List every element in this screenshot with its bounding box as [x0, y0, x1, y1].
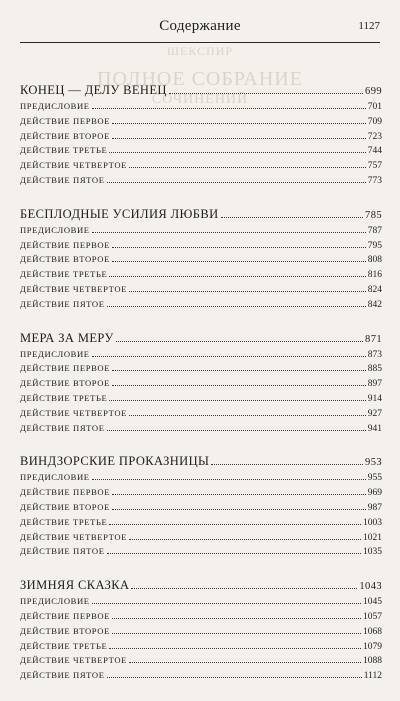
- running-head: [20, 18, 380, 40]
- toc-subentry-label: ДЕЙСТВИЕ ПЯТОЕ: [20, 422, 105, 433]
- toc-subentry-label: ДЕЙСТВИЕ ТРЕТЬЕ: [20, 145, 108, 156]
- leader-dots: [92, 108, 366, 109]
- toc-section: [20, 82, 382, 189]
- leader-dots: [109, 276, 365, 277]
- toc-page-number: 1112: [363, 671, 382, 682]
- toc-page-number: 1045: [363, 597, 382, 608]
- toc-page-number: 744: [367, 146, 382, 157]
- toc-entry-title-row[interactable]: [20, 330, 382, 348]
- toc-page-number: 1003: [363, 517, 382, 528]
- bleed-through-text: ПОЛНОЕ СОБРАНИЕ: [97, 68, 303, 90]
- toc-subentry-label: ДЕЙСТВИЕ ПЕРВОЕ: [20, 363, 111, 374]
- toc-page-number: 927: [367, 408, 382, 419]
- toc-subentry-row[interactable]: [20, 407, 382, 422]
- toc-subentry-label: ДЕЙСТВИЕ ЧЕТВЕРТОЕ: [20, 160, 127, 171]
- toc-subentry-label: ДЕЙСТВИЕ ВТОРОЕ: [20, 378, 110, 389]
- toc-subentry-row[interactable]: [20, 100, 382, 115]
- toc-page-number: 955: [367, 473, 382, 484]
- toc-page-number: 987: [367, 502, 382, 513]
- leader-dots: [107, 553, 361, 554]
- leader-dots: [211, 464, 363, 465]
- toc-subentry-row[interactable]: [20, 422, 382, 437]
- toc-page-number: 701: [367, 102, 382, 112]
- toc-page-number: 885: [367, 364, 382, 375]
- toc-subentry-row[interactable]: [20, 669, 382, 684]
- toc-page-number: 842: [367, 299, 382, 310]
- leader-dots: [129, 167, 366, 168]
- toc-subentry-row[interactable]: [20, 392, 382, 407]
- leader-dots: [109, 152, 365, 153]
- toc-page-number: 1057: [363, 611, 382, 622]
- toc-subentry-label: ДЕЙСТВИЕ ТРЕТЬЕ: [20, 516, 108, 527]
- toc-subentry-label: ДЕЙСТВИЕ ЧЕТВЕРТОЕ: [20, 407, 127, 418]
- toc-subentry-row[interactable]: [20, 283, 382, 298]
- toc-subentry-label: ДЕЙСТВИЕ ЧЕТВЕРТОЕ: [20, 655, 127, 666]
- toc-entry-title-row[interactable]: [20, 82, 382, 100]
- toc-page-number: 897: [367, 379, 382, 390]
- leader-dots: [112, 247, 366, 248]
- toc-subentry-row[interactable]: [20, 377, 382, 392]
- toc-subentry-label: ДЕЙСТВИЕ ПЕРВОЕ: [20, 610, 111, 621]
- leader-dots: [112, 261, 366, 262]
- toc-subentry-label: ПРЕДИСЛОВИЕ: [20, 101, 90, 111]
- bleed-through-text: ШЕКСПИР: [166, 44, 234, 58]
- leader-dots: [221, 217, 364, 218]
- leader-dots: [109, 524, 361, 525]
- toc-subentry-label: ДЕЙСТВИЕ ПЯТОЕ: [20, 546, 105, 557]
- toc-subentry-label: ДЕЙСТВИЕ ТРЕТЬЕ: [20, 640, 108, 651]
- toc-subentry-row[interactable]: [20, 625, 382, 640]
- leader-dots: [116, 341, 363, 342]
- leader-dots: [129, 291, 366, 292]
- leader-dots: [112, 370, 366, 371]
- toc-page-number: 1088: [363, 656, 382, 667]
- toc-page-number: 1043: [359, 581, 382, 593]
- toc-subentry-label: ДЕЙСТВИЕ ПЕРВОЕ: [20, 487, 111, 498]
- leader-dots: [92, 232, 366, 233]
- toc-page-number: 785: [365, 209, 382, 221]
- toc-subentry-row[interactable]: [20, 115, 382, 130]
- leader-dots: [92, 356, 366, 357]
- toc-work-title: ВИНДЗОРСКИЕ ПРОКАЗНИЦЫ: [20, 454, 210, 469]
- leader-dots: [129, 415, 366, 416]
- toc-entry-title-row[interactable]: [20, 453, 382, 471]
- page-number: 1127: [358, 20, 380, 32]
- toc-subentry-row[interactable]: [20, 531, 382, 546]
- leader-dots: [112, 618, 361, 619]
- leader-dots: [112, 494, 366, 495]
- toc-page-number: 709: [367, 116, 382, 127]
- leader-dots: [107, 306, 366, 307]
- leader-dots: [92, 479, 366, 480]
- toc-subentry-row[interactable]: [20, 654, 382, 669]
- toc-subentry-label: ДЕЙСТВИЕ ПЕРВОЕ: [20, 239, 111, 250]
- toc-page-number: 757: [367, 161, 382, 172]
- toc-subentry-row[interactable]: [20, 298, 382, 313]
- page-title: Содержание: [159, 18, 241, 34]
- toc-work-title: МЕРА ЗА МЕРУ: [20, 330, 114, 345]
- toc-page-number: 723: [367, 131, 382, 142]
- toc-subentry-label: ДЕЙСТВИЕ ВТОРОЕ: [20, 254, 110, 265]
- toc-subentry-label: ПРЕДИСЛОВИЕ: [20, 224, 90, 235]
- toc-subentry-label: ДЕЙСТВИЕ ЧЕТВЕРТОЕ: [20, 283, 127, 294]
- toc-subentry-label: ДЕЙСТВИЕ ПЯТОЕ: [20, 174, 105, 185]
- toc-subentry-label: ПРЕДИСЛОВИЕ: [20, 348, 90, 359]
- bleed-through-text: СОЧИНЕНИЙ: [151, 92, 249, 107]
- table-of-contents: [20, 82, 382, 701]
- toc-subentry-row[interactable]: [20, 486, 382, 501]
- leader-dots: [112, 385, 366, 386]
- leader-dots: [131, 588, 357, 589]
- toc-subentry-row[interactable]: [20, 501, 382, 516]
- toc-page-number: 699: [365, 86, 382, 97]
- toc-subentry-label: ДЕЙСТВИЕ ВТОРОЕ: [20, 130, 110, 141]
- toc-page-number: 1068: [363, 626, 382, 637]
- toc-subentry-row[interactable]: [20, 610, 382, 625]
- leader-dots: [129, 662, 361, 663]
- toc-entry-title-row[interactable]: [20, 206, 382, 224]
- toc-subentry-row[interactable]: [20, 640, 382, 655]
- leader-dots: [112, 123, 366, 124]
- toc-subentry-label: ДЕЙСТВИЕ ТРЕТЬЕ: [20, 269, 108, 280]
- toc-work-title: КОНЕЦ — ДЕЛУ ВЕНЕЦ: [20, 83, 167, 97]
- leader-dots: [109, 400, 365, 401]
- leader-dots: [169, 93, 363, 94]
- toc-page-number: 1035: [363, 547, 382, 558]
- leader-dots: [112, 509, 366, 510]
- toc-page-number: 953: [365, 457, 382, 469]
- toc-subentry-row[interactable]: [20, 545, 382, 560]
- toc-subentry-label: ПРЕДИСЛОВИЕ: [20, 596, 90, 607]
- toc-subentry-label: ПРЕДИСЛОВИЕ: [20, 472, 90, 483]
- toc-subentry-row[interactable]: [20, 239, 382, 254]
- toc-entry-title-row[interactable]: [20, 577, 382, 595]
- toc-subentry-label: ДЕЙСТВИЕ ЧЕТВЕРТОЕ: [20, 531, 127, 542]
- leader-dots: [129, 539, 361, 540]
- toc-subentry-row[interactable]: [20, 348, 382, 363]
- leader-dots: [92, 603, 361, 604]
- toc-page-number: 1021: [363, 532, 382, 543]
- toc-page-number: 941: [367, 423, 382, 434]
- leader-dots: [107, 430, 366, 431]
- toc-page-number: 824: [367, 284, 382, 295]
- toc-subentry-row[interactable]: [20, 224, 382, 239]
- toc-section: [20, 206, 382, 313]
- toc-subentry-label: ДЕЙСТВИЕ ПЯТОЕ: [20, 298, 105, 309]
- toc-work-title: БЕСПЛОДНЫЕ УСИЛИЯ ЛЮБВИ: [20, 206, 219, 221]
- toc-subentry-label: ДЕЙСТВИЕ ПЯТОЕ: [20, 670, 105, 681]
- toc-section: [20, 577, 382, 684]
- toc-work-title: ЗИМНЯЯ СКАЗКА: [20, 578, 130, 593]
- toc-subentry-row[interactable]: [20, 595, 382, 610]
- toc-page-number: 816: [367, 270, 382, 281]
- toc-subentry-row[interactable]: [20, 471, 382, 486]
- leader-dots: [112, 138, 366, 139]
- toc-subentry-label: ДЕЙСТВИЕ ТРЕТЬЕ: [20, 392, 108, 403]
- toc-subentry-row[interactable]: [20, 130, 382, 145]
- toc-page-number: 969: [367, 488, 382, 499]
- toc-subentry-label: ДЕЙСТВИЕ ВТОРОЕ: [20, 625, 110, 636]
- toc-subentry-row[interactable]: [20, 253, 382, 268]
- leader-dots: [109, 648, 361, 649]
- toc-page-number: 795: [367, 240, 382, 251]
- toc-subentry-label: ДЕЙСТВИЕ ВТОРОЕ: [20, 501, 110, 512]
- toc-subentry-row[interactable]: [20, 362, 382, 377]
- toc-page-number: 808: [367, 255, 382, 266]
- toc-subentry-row[interactable]: [20, 144, 382, 159]
- toc-page-number: 787: [367, 225, 382, 236]
- toc-subentry-row[interactable]: [20, 174, 382, 189]
- toc-page-number: 773: [367, 175, 382, 186]
- toc-page-number: 914: [367, 393, 382, 404]
- toc-subentry-row[interactable]: [20, 159, 382, 174]
- toc-subentry-row[interactable]: [20, 268, 382, 283]
- toc-page-number: 871: [365, 333, 382, 345]
- toc-subentry-label: ДЕЙСТВИЕ ПЕРВОЕ: [20, 115, 111, 126]
- leader-dots: [107, 677, 362, 678]
- leader-dots: [107, 182, 366, 183]
- leader-dots: [112, 633, 361, 634]
- header-rule: [20, 42, 380, 43]
- toc-section: [20, 453, 382, 560]
- toc-subentry-row[interactable]: [20, 516, 382, 531]
- toc-page-number: 873: [367, 349, 382, 360]
- toc-page-number: 1079: [363, 641, 382, 652]
- toc-section: [20, 330, 382, 437]
